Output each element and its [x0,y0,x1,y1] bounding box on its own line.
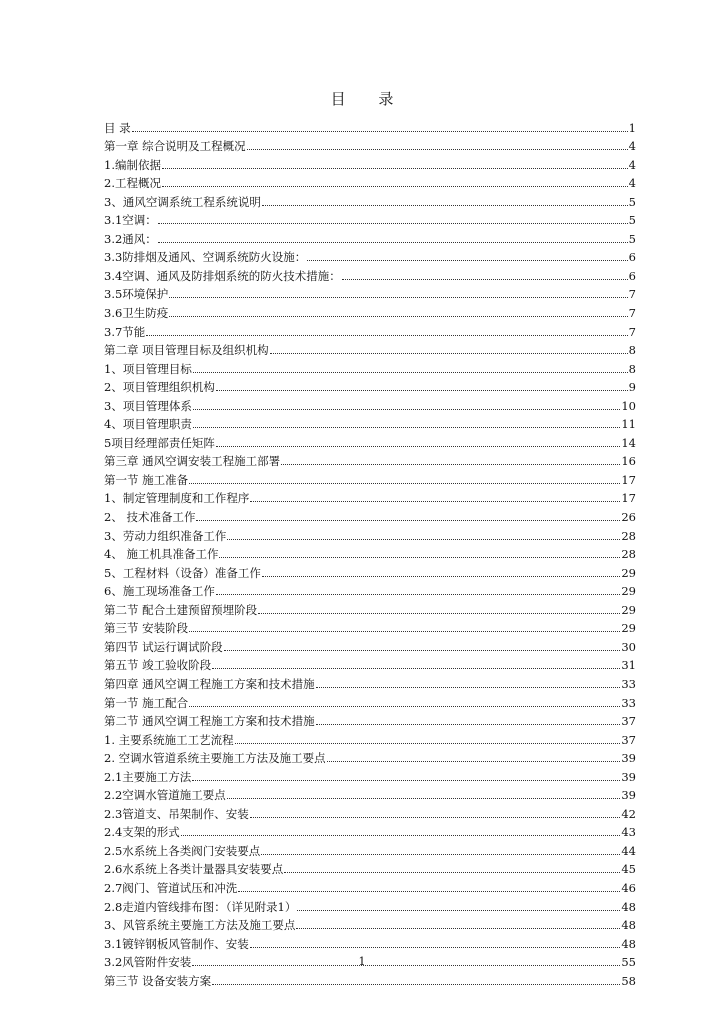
toc-entry-label: 目 录 [104,120,131,135]
toc-entry-page: 39 [621,769,636,784]
toc-entry-label: 2.3管道支、吊架制作、安装 [104,806,249,821]
toc-entry[interactable] [104,654,636,673]
dot-leader [146,335,627,336]
dot-leader [262,205,628,206]
toc-entry-label: 第一章 综合说明及工程概况 [104,139,246,154]
toc-entry-label: 第三章 通风空调安装工程施工部署 [104,454,281,469]
toc-entry[interactable] [104,487,636,506]
toc-entry-label: 第二节 通风空调工程施工方案和技术措施 [104,714,315,729]
toc-entry-page: 7 [628,306,636,321]
dot-leader [250,947,621,948]
dot-leader [193,372,628,373]
dot-leader [192,780,620,781]
toc-entry-page: 14 [621,435,636,450]
toc-entry[interactable] [104,357,636,376]
toc-entry-label: 4、项目管理职责 [104,417,192,432]
toc-entry[interactable] [104,710,636,729]
dot-leader [316,724,621,725]
dot-leader [181,835,621,836]
toc-entry-label: 3.5环境保护 [104,287,169,302]
toc-entry-page: 33 [621,676,636,691]
toc-entry[interactable] [104,172,636,191]
toc-entry-page: 48 [621,918,636,933]
toc-entry-page: 8 [628,343,636,358]
toc-entry[interactable] [104,895,636,914]
toc-entry-label: 3、风管系统主要施工方法及施工要点 [104,918,296,933]
dot-leader [132,131,628,132]
toc-entry-page: 6 [628,250,636,265]
toc-entry-page: 29 [621,621,636,636]
toc-entry-page: 4 [628,157,636,172]
toc-entry[interactable] [104,320,636,339]
toc-entry[interactable] [104,394,636,413]
dot-leader [227,539,620,540]
dot-leader [238,891,620,892]
toc-entry[interactable] [104,431,636,450]
dot-leader [224,650,621,651]
dot-leader [193,409,621,410]
toc-entry-label: 2.5水系统上各类阀门安装要点 [104,843,261,858]
dot-leader [281,464,620,465]
page-number: 1 [358,955,366,968]
toc-entry-label: 5项目经理部责任矩阵 [104,435,215,450]
toc-entry-page: 11 [621,417,636,432]
dot-leader [219,557,620,558]
toc-entry-page: 55 [621,955,636,970]
toc-entry[interactable] [104,524,636,543]
toc-entry[interactable] [104,858,636,877]
dot-leader [327,761,621,762]
toc-entry-page: 6 [628,268,636,283]
toc-entry-page: 7 [628,287,636,302]
toc-entry-page: 37 [621,714,636,729]
dot-leader [316,687,621,688]
toc-entry-page: 4 [628,176,636,191]
toc-entry-label: 4、 施工机具准备工作 [104,547,219,562]
dot-leader [193,427,621,428]
toc-entry-label: 第二章 项目管理目标及组织机构 [104,343,269,358]
toc-entry-label: 3.1空调： [104,213,157,228]
toc-entry-label: 2.6水系统上各类计量器具安装要点 [104,862,284,877]
dot-leader [258,613,620,614]
toc-entry-label: 1. 主要系统施工工艺流程 [104,732,234,747]
toc-entry-label: 第一节 施工配合 [104,695,189,710]
dot-leader [296,928,620,929]
toc-entry-label: 第一节 施工准备 [104,472,189,487]
toc-entry[interactable] [104,339,636,358]
toc-entry-page: 5 [628,194,636,209]
toc-entry-page: 29 [621,565,636,580]
toc-entry-label: 第三节 安装阶段 [104,621,189,636]
toc-entry-page: 48 [621,936,636,951]
dot-leader [284,872,620,873]
toc-entry-page: 39 [621,788,636,803]
toc-entry-page: 29 [621,584,636,599]
toc-entry[interactable] [104,153,636,172]
toc-entry-page: 39 [621,751,636,766]
dot-leader [169,316,627,317]
toc-entry-label: 3.2通风： [104,231,157,246]
toc-entry[interactable] [104,821,636,840]
toc-entry-label: 第四节 试运行调试阶段 [104,639,223,654]
toc-entry-page: 17 [621,472,636,487]
toc-entry-label: 2、项目管理组织机构 [104,380,215,395]
toc-entry-page: 10 [621,398,636,413]
toc-entry[interactable] [104,246,636,265]
toc-entry-page: 58 [621,973,636,988]
dot-leader [189,631,620,632]
dot-leader [307,260,627,261]
toc-entry-label: 3.6卫生防疫 [104,306,169,321]
dot-leader [169,297,627,298]
toc-entry-page: 17 [621,491,636,506]
toc-entry-page: 37 [621,732,636,747]
toc-entry[interactable] [104,765,636,784]
toc-entry-label: 2、 技术准备工作 [104,510,196,525]
toc-entry[interactable] [104,580,636,599]
toc-entry-label: 3.1镀锌钢板风管制作、安装 [104,936,249,951]
toc-entry-label: 2.4支架的形式 [104,825,180,840]
dot-leader [212,668,620,669]
toc-entry-label: 2.工程概况 [104,176,161,191]
toc-entry[interactable] [104,283,636,302]
dot-leader [227,798,621,799]
toc-entry-page: 29 [621,602,636,617]
dot-leader [235,743,621,744]
toc-entry-label: 3.4空调、通风及防排烟系统的防火技术措施： [104,268,341,283]
dot-leader [261,854,620,855]
dot-leader [212,984,620,985]
toc-entry[interactable] [104,301,636,320]
toc-entry-page: 5 [628,213,636,228]
toc-entry[interactable] [104,209,636,228]
toc-entry-page: 44 [621,843,636,858]
toc-entry-label: 1、项目管理目标 [104,361,192,376]
toc-entry-label: 3.3防排烟及通风、空调系统防火设施： [104,250,307,265]
toc-title: 目 录 [330,90,408,108]
toc-entry-page: 30 [621,639,636,654]
dot-leader [250,817,621,818]
toc-entry-label: 3.7节能 [104,324,146,339]
dot-leader [250,501,620,502]
toc-entry-label: 1.编制依据 [104,157,161,172]
toc-entry-page: 28 [621,528,636,543]
toc-entry[interactable] [104,135,636,154]
toc-entry-page: 26 [621,510,636,525]
toc-entry-label: 2.1主要施工方法 [104,769,192,784]
toc-entry[interactable] [104,227,636,246]
toc-entry-label: 第四章 通风空调工程施工方案和技术措施 [104,676,315,691]
toc-entry-label: 第二节 配合土建预留预埋阶段 [104,602,258,617]
toc-entry-page: 45 [621,862,636,877]
toc-entry[interactable] [104,969,636,988]
toc-entry[interactable] [104,505,636,524]
dot-leader [196,520,620,521]
toc-entry-page: 28 [621,547,636,562]
dot-leader [158,223,628,224]
toc-entry[interactable] [104,264,636,283]
toc-entry[interactable] [104,450,636,469]
toc-entry-page: 33 [621,695,636,710]
toc-entry-label: 2.8走道内管线排布图：（详见附录1） [104,899,297,914]
toc-entry[interactable] [104,116,636,135]
toc-entry-label: 6、施工现场准备工作 [104,584,215,599]
dot-leader [216,594,621,595]
dot-leader [216,446,621,447]
dot-leader [162,168,628,169]
dot-leader [189,483,620,484]
toc-entry-label: 3、劳动力组织准备工作 [104,528,227,543]
toc-entry-label: 2.2空调水管道施工要点 [104,788,226,803]
toc-entry-label: 5、工程材料（设备）准备工作 [104,565,261,580]
toc-entry[interactable] [104,932,636,951]
toc-entry-label: 2. 空调水管道系统主要施工方法及施工要点 [104,751,326,766]
toc-entry-label: 3.2风管附件安装 [104,955,192,970]
toc-entry-page: 48 [621,899,636,914]
toc-entry[interactable] [104,635,636,654]
toc-entry[interactable] [104,468,636,487]
toc-entry-page: 8 [628,361,636,376]
dot-leader [247,149,628,150]
toc-entry-label: 2.7阀门、管道试压和冲洗 [104,880,238,895]
toc-entry-label: 3、通风空调系统工程系统说明 [104,194,261,209]
toc-entry[interactable] [104,839,636,858]
toc-list [104,116,636,988]
dot-leader [270,353,628,354]
dot-leader [162,186,628,187]
toc-entry-label: 第五节 竣工验收阶段 [104,658,212,673]
toc-entry-page: 42 [621,806,636,821]
toc-entry[interactable] [104,617,636,636]
toc-entry[interactable] [104,413,636,432]
toc-entry[interactable] [104,728,636,747]
toc-entry[interactable] [104,876,636,895]
toc-entry[interactable] [104,747,636,766]
toc-entry[interactable] [104,691,636,710]
toc-entry-label: 3、项目管理体系 [104,398,192,413]
dot-leader [262,576,621,577]
toc-entry[interactable] [104,190,636,209]
toc-entry-page: 16 [621,454,636,469]
toc-entry-label: 1、制定管理制度和工作程序 [104,491,250,506]
toc-entry-page: 4 [628,139,636,154]
toc-entry[interactable] [104,672,636,691]
dot-leader [189,706,620,707]
toc-entry-page: 43 [621,825,636,840]
dot-leader [297,910,620,911]
toc-entry[interactable] [104,784,636,803]
toc-entry-label: 第三节 设备安装方案 [104,973,212,988]
toc-entry-page: 7 [628,324,636,339]
toc-entry[interactable] [104,376,636,395]
toc-entry-page: 9 [628,380,636,395]
toc-entry-page: 1 [628,120,636,135]
toc-entry[interactable] [104,543,636,562]
toc-entry-page: 5 [628,231,636,246]
dot-leader [216,390,628,391]
dot-leader [342,279,628,280]
toc-entry-page: 31 [621,658,636,673]
toc-entry[interactable] [104,914,636,933]
toc-entry-page: 46 [621,880,636,895]
dot-leader [158,242,628,243]
toc-entry[interactable] [104,598,636,617]
toc-entry[interactable] [104,561,636,580]
toc-entry[interactable] [104,802,636,821]
